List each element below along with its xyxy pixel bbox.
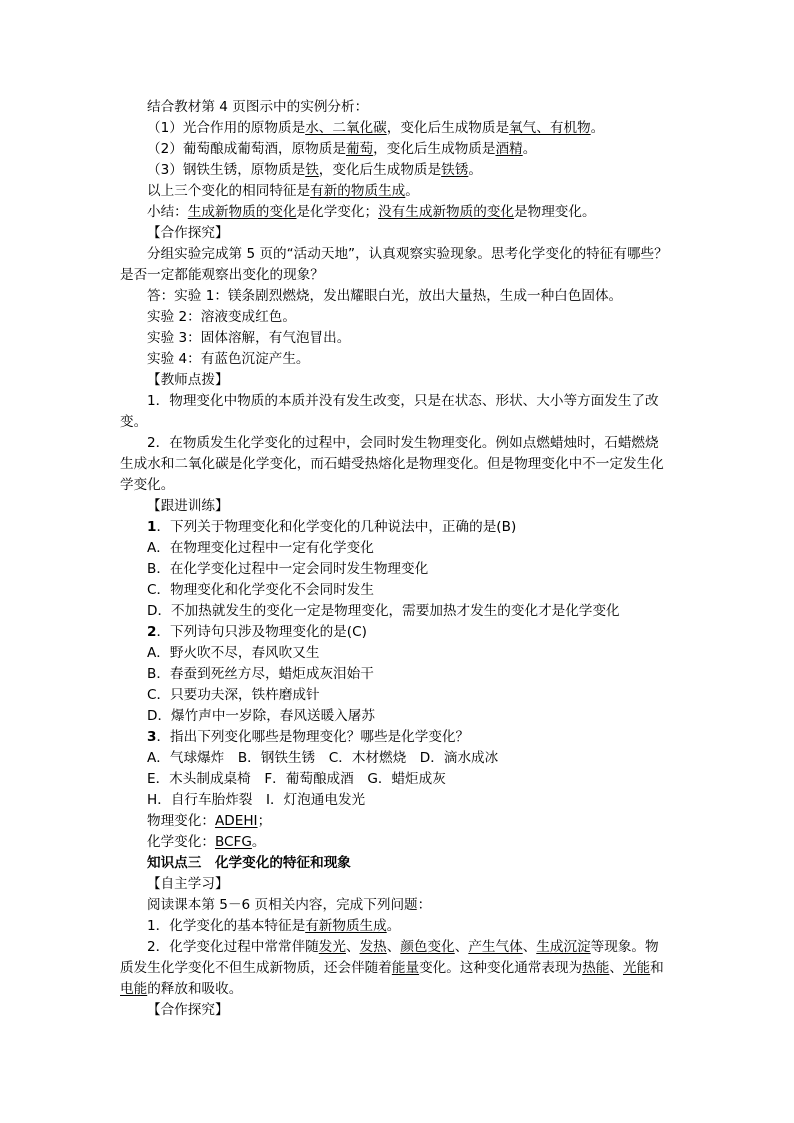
- study-item-1: [147, 916, 400, 936]
- example-2: [147, 139, 536, 159]
- text: （2）葡萄酿成葡萄酒，原物质是: [147, 141, 346, 157]
- text: 。: [405, 183, 419, 199]
- answer: 没有生成新物质的变化: [378, 204, 515, 220]
- answer: ADEHI: [214, 813, 258, 829]
- section-heading: 【合作探究】: [147, 1002, 229, 1018]
- paragraph-line: 1．物理变化中物质的本质并没有发生改变，只是在状态、形状、大小等方面发生了改: [147, 393, 659, 409]
- question-text: ．下列关于物理变化和化学变化的几种说法中，正确的是(B): [156, 519, 517, 535]
- option: C．只要功夫深，铁杵磨成针: [147, 687, 320, 703]
- text: 、: [386, 939, 401, 955]
- answer: 有新物质生成: [305, 918, 387, 934]
- text: 。: [468, 162, 482, 178]
- answer: 氧气、有机物: [509, 120, 591, 136]
- text: 、: [522, 939, 537, 955]
- text: 2．化学变化过程中常常伴随: [147, 939, 319, 955]
- physical-answer: [147, 811, 271, 831]
- answer: 热能: [582, 960, 610, 976]
- question-text: ．指出下列变化哪些是物理变化？哪些是化学变化？: [156, 729, 470, 745]
- question-2: [147, 622, 367, 642]
- text: ，变化后生成物质是: [318, 162, 442, 178]
- knowledge-point-title: 知识点三 化学变化的特征和现象: [147, 855, 351, 871]
- text: 。: [386, 918, 401, 934]
- text: 的释放和吸收。: [147, 981, 243, 997]
- study-item-2-cont: [120, 958, 664, 978]
- question-3: [147, 727, 469, 747]
- option: B．春蚕到死丝方尽，蜡炬成灰泪始干: [147, 666, 374, 682]
- answer: 水、二氧化碳: [305, 120, 387, 136]
- text: 、: [345, 939, 360, 955]
- text: （3）钢铁生锈，原物质是: [147, 162, 306, 178]
- option-row: H．自行车胎炸裂 I．灯泡通电发光: [147, 792, 366, 808]
- answer-line: 实验 3：固体溶解，有气泡冒出。: [147, 330, 351, 346]
- label: 物理变化：: [147, 813, 215, 829]
- answer: 铁锈: [441, 162, 469, 178]
- text: 等现象。物: [590, 939, 659, 955]
- paragraph-line: 学变化。: [120, 477, 175, 493]
- section-heading: 【合作探究】: [147, 225, 229, 241]
- question-number: 2: [147, 624, 157, 640]
- answer: 酒精: [495, 141, 523, 157]
- answer: 发热: [359, 939, 387, 955]
- text: ，变化后生成物质是: [373, 141, 496, 157]
- answer: 铁: [305, 162, 319, 178]
- text: 是物理变化。: [514, 204, 596, 220]
- section-heading: 【教师点拨】: [147, 372, 229, 388]
- study-item-2-end: [120, 979, 242, 999]
- paragraph-line: 生成水和二氧化碳是化学变化，而石蜡受热熔化是物理变化。但是物理变化中不一定发生化: [120, 456, 664, 472]
- paragraph-line: 2．在物质发生化学变化的过程中，会同时发生物理变化。例如点燃蜡烛时，石蜡燃烧: [147, 435, 659, 451]
- option-row: E．木头制成桌椅 F．葡萄酿成酒 G．蜡炬成灰: [147, 771, 446, 787]
- option: A．野火吹不尽，春风吹又生: [147, 645, 320, 661]
- text: 是化学变化；: [296, 204, 379, 220]
- answer: 发光: [318, 939, 346, 955]
- answer: 有新的物质生成: [310, 183, 406, 199]
- option: D．爆竹声中一岁除，春风送暖入屠苏: [147, 708, 375, 724]
- answer: 光能: [622, 960, 651, 976]
- text: 和: [650, 960, 664, 976]
- answer: 生成新物质的变化: [187, 204, 297, 220]
- option: D．不加热就发生的变化一定是物理变化，需要加热才发生的变化才是化学变化: [147, 603, 620, 619]
- text: 1．化学变化的基本特征是: [147, 918, 306, 934]
- text: 变化。这种变化通常表现为: [419, 960, 583, 976]
- text: 、: [454, 939, 469, 955]
- question-1: [147, 517, 516, 537]
- answer: 能量: [391, 960, 420, 976]
- text: （1）光合作用的原物质是: [147, 120, 306, 136]
- answer: 电能: [120, 981, 148, 997]
- answer: 颜色变化: [400, 939, 455, 955]
- answer-line: 答：实验 1：镁条剧烈燃烧，发出耀眼白光，放出大量热，生成一种白色固体。: [147, 288, 623, 304]
- text: 。: [590, 120, 605, 136]
- intro-line: 结合教材第 4 页图示中的实例分析：: [147, 99, 369, 115]
- text: 、: [609, 960, 623, 976]
- text: ；: [257, 813, 272, 829]
- common-feature: [147, 181, 419, 201]
- option: A．在物理变化过程中一定有化学变化: [147, 540, 374, 556]
- option: C．物理变化和化学变化不会同时发生: [147, 582, 374, 598]
- answer-line: 实验 2：溶液变成红色。: [147, 309, 296, 325]
- text: 。: [251, 834, 266, 850]
- chemical-answer: [147, 832, 266, 852]
- summary: [147, 202, 596, 222]
- label: 化学变化：: [147, 834, 215, 850]
- text: ，变化后生成物质是: [386, 120, 510, 136]
- paragraph-line: 分组实验完成第 5 页的“活动天地”，认真观察实验现象。思考化学变化的特征有哪些？: [147, 246, 668, 262]
- text: 以上三个变化的相同特征是: [147, 183, 311, 199]
- answer: 生成沉淀: [536, 939, 591, 955]
- question-text: ．下列诗句只涉及物理变化的是(C): [156, 624, 367, 640]
- study-item-2: [147, 937, 659, 957]
- answer-line: 实验 4：有蓝色沉淀产生。: [147, 351, 310, 367]
- section-heading: 【跟进训练】: [147, 498, 229, 514]
- answer: BCFG: [214, 834, 252, 850]
- paragraph-line: 阅读课本第 5－6 页相关内容，完成下列问题：: [147, 897, 432, 913]
- text: 质发生化学变化不但生成新物质，还会伴随着: [120, 960, 392, 976]
- example-3: [147, 160, 482, 180]
- example-1: [147, 118, 604, 138]
- option-row: A．气球爆炸 B．钢铁生锈 C．木材燃烧 D．滴水成冰: [147, 750, 499, 766]
- question-number: 3: [147, 729, 157, 745]
- section-heading: 【自主学习】: [147, 876, 229, 892]
- answer: 产生气体: [468, 939, 523, 955]
- question-number: 1: [147, 519, 157, 535]
- text: 。: [522, 141, 537, 157]
- text: 小结：: [147, 204, 188, 220]
- option: B．在化学变化过程中一定会同时发生物理变化: [147, 561, 429, 577]
- answer: 葡萄: [345, 141, 374, 157]
- paragraph-line: 是否一定都能观察出变化的现象？: [120, 267, 324, 283]
- paragraph-line: 变。: [120, 414, 148, 430]
